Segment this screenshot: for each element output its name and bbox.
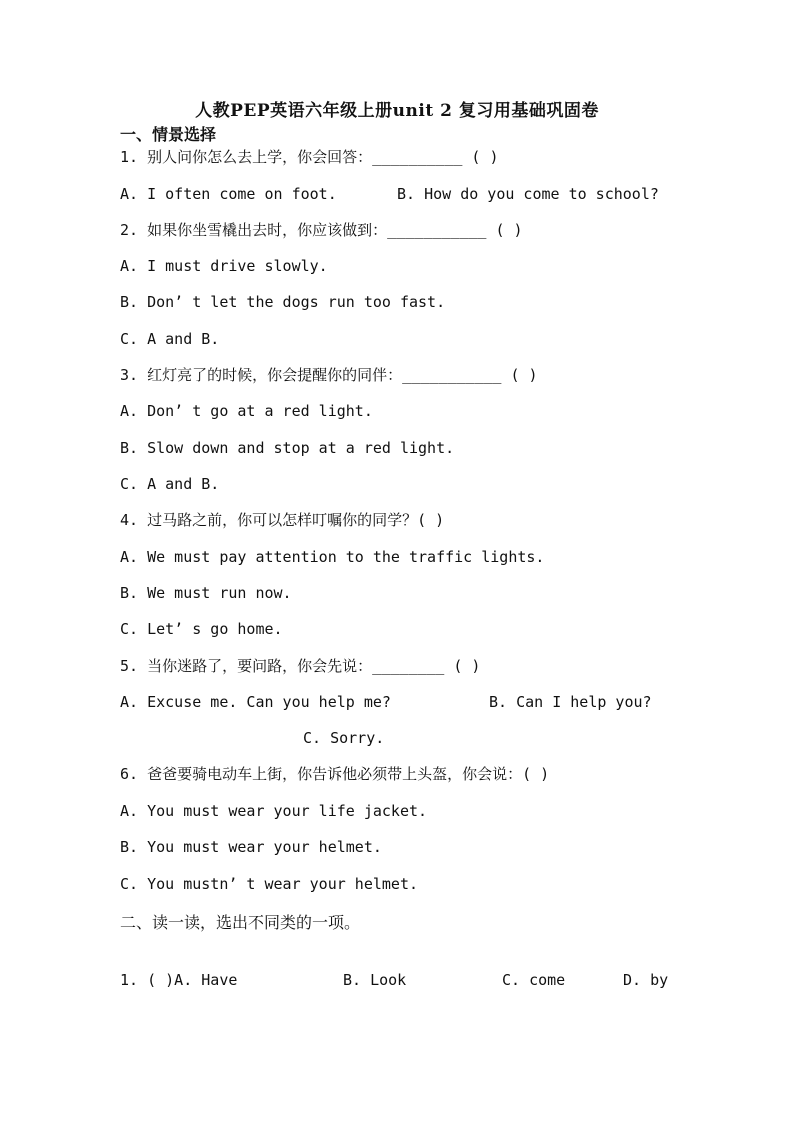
question-3-option-b: B. Slow down and stop at a red light. xyxy=(120,439,455,457)
question-3-stem: 3. 红灯亮了的时候，你会提醒你的同伴：___________ ( ) xyxy=(120,366,538,384)
question-1-stem: 1. 别人问你怎么去上学，你会回答：__________ ( ) xyxy=(120,148,499,166)
question-5-stem: 5. 当你迷路了，要问路，你会先说：________ ( ) xyxy=(120,657,481,675)
question-2-stem: 2. 如果你坐雪橇出去时，你应该做到：___________ ( ) xyxy=(120,221,523,239)
question-6-stem: 6. 爸爸要骑电动车上街，你告诉他必须带上头盔，你会说：( ) xyxy=(120,765,550,783)
section-2-question-1-option-a: 1. ( )A. Have xyxy=(120,971,238,989)
question-2-option-a: A. I must drive slowly. xyxy=(120,257,328,275)
question-5-option-b: B. Can I help you? xyxy=(489,693,652,711)
section-2-question-1-option-d: D. by xyxy=(623,971,669,989)
question-6-option-a: A. You must wear your life jacket. xyxy=(120,802,428,820)
page-title: 人教PEP英语六年级上册unit 2 复习用基础巩固卷 xyxy=(195,101,599,121)
question-4-option-c: C. Let’ s go home. xyxy=(120,620,283,638)
question-4-option-a: A. We must pay attention to the traffic lights. xyxy=(120,548,545,566)
section-2-question-1-option-b: B. Look xyxy=(343,971,407,989)
section-heading-odd-one-out: 二、读一读，选出不同类的一项。 xyxy=(120,913,361,932)
question-2-option-b: B. Don’ t let the dogs run too fast. xyxy=(120,293,446,311)
section-heading-scenario-choice: 一、情景选择 xyxy=(120,125,217,144)
question-1-option-a: A. I often come on foot. xyxy=(120,185,337,203)
question-4-option-b: B. We must run now. xyxy=(120,584,292,602)
question-6-option-b: B. You must wear your helmet. xyxy=(120,838,382,856)
question-4-stem: 4. 过马路之前，你可以怎样叮嘱你的同学？( ) xyxy=(120,511,445,529)
question-2-option-c: C. A and B. xyxy=(120,330,220,348)
section-2-question-1-option-c: C. come xyxy=(502,971,566,989)
question-5-option-c: C. Sorry. xyxy=(303,729,385,747)
question-6-option-c: C. You mustn’ t wear your helmet. xyxy=(120,875,419,893)
question-1-option-b: B. How do you come to school? xyxy=(397,185,659,203)
question-3-option-a: A. Don’ t go at a red light. xyxy=(120,402,373,420)
question-3-option-c: C. A and B. xyxy=(120,475,220,493)
question-5-option-a: A. Excuse me. Can you help me? xyxy=(120,693,391,711)
